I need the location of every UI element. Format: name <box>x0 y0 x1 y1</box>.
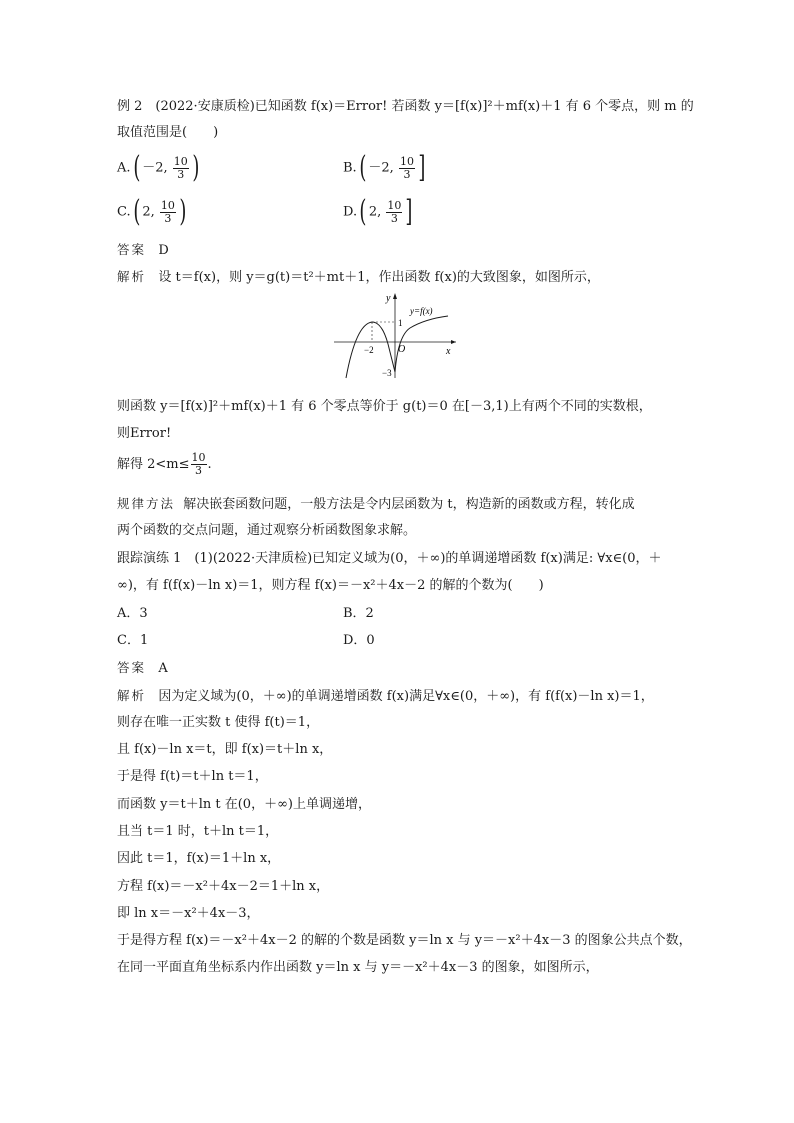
method-text: 解决嵌套函数问题，一般方法是令内层函数为 t，构造新的函数或方程，转化成 <box>183 497 635 512</box>
solve-suffix: . <box>207 457 212 472</box>
option-b <box>343 150 428 185</box>
option-d-left-bracket: ( <box>359 194 367 229</box>
answer-value: D <box>158 243 169 258</box>
solve-line <box>117 452 212 477</box>
practice-line-5: 而函数 y＝t＋ln t 在(0，＋∞)上单调递增， <box>117 797 371 812</box>
practice-option-d: D．0 <box>343 633 375 648</box>
solve-numerator: 10 <box>191 451 206 464</box>
example-question-line-2: 取值范围是( ) <box>117 125 219 140</box>
option-b-prefix: B. <box>343 160 357 176</box>
graph-tick-neg3: −3 <box>382 368 392 378</box>
solve-prefix: 解得 2<m≤ <box>117 457 190 472</box>
method-label: 规律方法 <box>117 496 176 511</box>
analysis-label: 解析 <box>117 269 147 284</box>
option-c-right-bracket: ) <box>179 194 187 229</box>
practice-option-a: A．3 <box>117 606 148 621</box>
practice-line-2: 则存在唯一正实数 t 使得 f(t)＝1， <box>117 715 320 730</box>
graph-tick-1: 1 <box>398 318 403 328</box>
practice-line-7: 因此 t＝1，f(x)＝1＋ln x， <box>117 851 281 866</box>
practice-option-c: C．1 <box>117 633 149 648</box>
graph-x-arrow <box>451 340 456 344</box>
practice-analysis-text: 因为定义域为(0，＋∞)的单调递增函数 f(x)满足∀x∈(0，＋∞)，有 f(f(x)－ln x)＝1， <box>158 689 654 704</box>
option-a-right-bracket: ) <box>192 150 200 185</box>
option-a-lower: －2, <box>142 160 168 176</box>
practice-answer-value: A <box>158 661 168 676</box>
option-a <box>117 150 202 185</box>
option-d-denominator: 3 <box>390 211 398 225</box>
graph-curve-label: y=f(x) <box>410 306 433 316</box>
option-d-lower: 2, <box>368 204 382 220</box>
option-a-left-bracket: ( <box>132 150 140 185</box>
example-answer <box>117 241 169 260</box>
practice-question-line-2: ∞)，有 f(f(x)－ln x)＝1，则方程 f(x)＝－x²＋4x－2 的解的个数为( ) <box>117 578 544 593</box>
practice-analysis-line-1 <box>117 687 654 706</box>
after-graph-line-2: 则Error! <box>117 426 172 441</box>
option-c-left-bracket: ( <box>132 194 140 229</box>
solve-denominator: 3 <box>195 464 203 477</box>
option-d-fraction <box>386 200 402 225</box>
practice-line-4: 于是得 f(t)＝t＋ln t＝1， <box>117 769 268 784</box>
practice-option-b: B．2 <box>343 606 374 621</box>
method-line-1 <box>117 495 635 514</box>
option-b-right-bracket: ] <box>418 150 426 185</box>
practice-line-3: 且 f(x)－ln x＝t，即 f(x)＝t＋ln x， <box>117 742 333 757</box>
solve-fraction <box>191 452 207 477</box>
practice-line-10: 于是得方程 f(x)＝－x²＋4x－2 的解的个数是函数 y＝ln x 与 y＝－x²＋4x－3 的图象公共点个数， <box>117 933 692 948</box>
option-a-prefix: A. <box>117 160 131 176</box>
after-graph-line-1: 则函数 y＝[f(x)]²＋mf(x)＋1 有 6 个零点等价于 g(t)＝0 在[－3,1)上有两个不同的实数根， <box>117 399 652 414</box>
option-d-right-bracket: ] <box>405 194 413 229</box>
practice-line-8: 方程 f(x)＝－x²＋4x－2＝1＋ln x， <box>117 879 330 894</box>
method-line-2: 两个函数的交点问题，通过观察分析函数图象求解。 <box>117 523 417 538</box>
graph-y-label: y <box>386 293 391 304</box>
option-d-prefix: D. <box>343 204 358 220</box>
answer-label: 答案 <box>117 242 147 257</box>
example-question-line-1: 例 2 (2022·安康质检)已知函数 f(x)＝Error! 若函数 y＝[f(x)]²＋mf(x)＋1 有 6 个零点，则 m 的 <box>117 99 694 114</box>
practice-question-line-1: 跟踪演练 1 (1)(2022·天津质检)已知定义域为(0，＋∞)的单调递增函数 f(x)满足: ∀x∈(0，＋ <box>117 551 662 566</box>
function-graph <box>330 288 460 380</box>
graph-y-arrow <box>393 293 397 299</box>
practice-analysis-label: 解析 <box>117 688 147 703</box>
practice-answer <box>117 659 168 678</box>
option-c-fraction <box>160 200 176 225</box>
option-b-denominator: 3 <box>403 167 411 181</box>
practice-line-6: 且当 t＝1 时，t＋ln t＝1， <box>117 824 279 839</box>
practice-line-9: 即 ln x＝－x²＋4x－3， <box>117 906 260 921</box>
option-a-fraction <box>173 156 189 181</box>
option-c-lower: 2, <box>142 204 155 220</box>
option-a-numerator: 10 <box>173 154 188 168</box>
option-b-fraction <box>399 156 415 181</box>
option-b-numerator: 10 <box>399 154 414 168</box>
option-c-numerator: 10 <box>160 198 175 212</box>
example-analysis-line-1 <box>117 268 600 287</box>
option-d-numerator: 10 <box>387 198 402 212</box>
practice-line-11: 在同一平面直角坐标系内作出函数 y＝ln x 与 y＝－x²＋4x－3 的图象，如图所示， <box>117 960 599 975</box>
option-c-prefix: C. <box>117 204 131 220</box>
graph-x-label: x <box>446 346 451 357</box>
graph-tick-neg2: −2 <box>364 345 374 355</box>
option-b-lower: －2, <box>368 160 394 176</box>
graph-origin-label: O <box>398 344 406 355</box>
option-d <box>343 194 415 229</box>
option-b-left-bracket: ( <box>359 150 367 185</box>
option-a-denominator: 3 <box>177 167 185 181</box>
practice-answer-label: 答案 <box>117 660 147 675</box>
option-c <box>117 194 189 229</box>
analysis-text: 设 t＝f(x)，则 y＝g(t)＝t²＋mt＋1，作出函数 f(x)的大致图象，如图所示， <box>158 270 600 285</box>
option-c-denominator: 3 <box>164 211 172 225</box>
